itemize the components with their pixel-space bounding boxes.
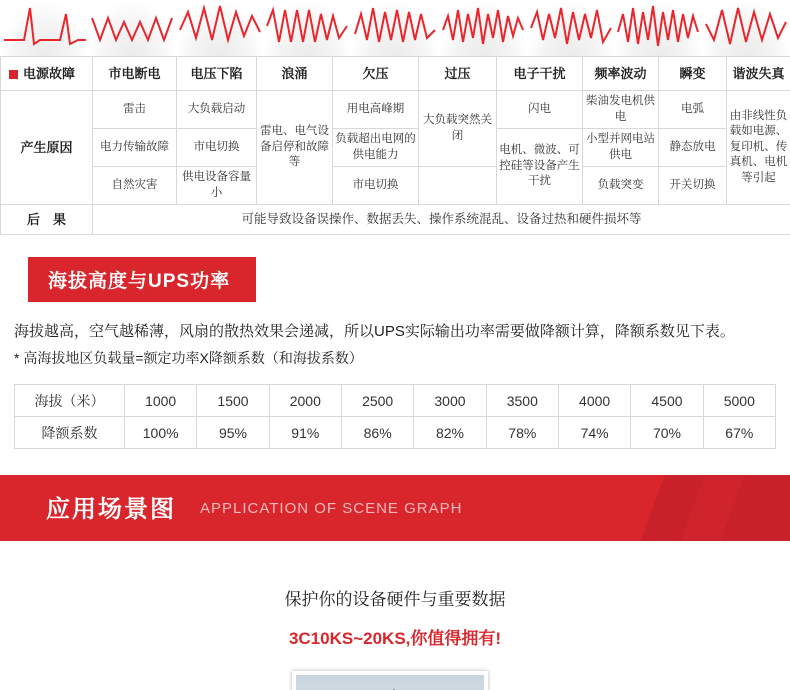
transient-waveform-icon: [614, 0, 702, 56]
cause-8-0: 由非线性负载如电源、复印机、传真机、电机等引起: [727, 91, 790, 205]
coefficient-7: 70%: [631, 417, 703, 449]
section-heading-altitude: 海拔高度与UPS功率: [28, 257, 256, 302]
altitude-1: 1500: [197, 385, 269, 417]
altitude-paragraph: 海拔越高，空气越稀薄，风扇的散热效果会递减，所以UPS实际输出功率需要做降额计算，降额系数见下表。: [14, 323, 735, 341]
scene-graph-banner: [0, 475, 790, 541]
header-col-3: 欠压: [333, 57, 419, 91]
header-label: 电源故障: [23, 65, 76, 81]
header-col-5: 电子干扰: [497, 57, 583, 91]
altitude-0: 1000: [125, 385, 197, 417]
coefficient-row-label: 降额系数: [15, 417, 125, 449]
coefficient-0: 100%: [125, 417, 197, 449]
coefficient-3: 86%: [341, 417, 413, 449]
cause-3-0: 用电高峰期: [333, 91, 419, 129]
copy-line-1: 保护你的设备硬件与重要数据: [284, 590, 506, 610]
power-fault-table: [0, 56, 790, 235]
photo-gallery: [0, 671, 790, 690]
surge-waveform-icon: [176, 0, 264, 56]
photo-power-transmission: [292, 671, 488, 690]
cause-1-0: 大负载启动: [177, 91, 257, 129]
copy-line-2: 3C10KS~20KS,你值得拥有!: [288, 629, 502, 649]
center-copy: [0, 585, 790, 649]
cause-2-0: 雷电、电气设备启停和故障等: [257, 91, 333, 205]
table-row-coefficient: [15, 417, 776, 449]
cause-4-0: 大负载突然关闭: [419, 91, 497, 167]
table-row-altitude: [15, 385, 776, 417]
banner-subtitle: APPLICATION OF SCENE GRAPH: [200, 500, 463, 518]
cause-7-2: 开关切换: [659, 167, 727, 205]
table-row-consequence: [1, 205, 790, 235]
red-square-icon: [9, 70, 18, 79]
cause-7-0: 电弧: [659, 91, 727, 129]
header-col-7: 瞬变: [659, 57, 727, 91]
altitude-4: 3000: [414, 385, 486, 417]
cause-6-1: 小型并网电站供电: [583, 129, 659, 167]
cause-3-1: 负载超出电网的供电能力: [333, 129, 419, 167]
table-row: [1, 129, 790, 167]
overvoltage-waveform-icon: [351, 0, 439, 56]
altitude-8: 5000: [703, 385, 775, 417]
cause-6-0: 柴油发电机供电: [583, 91, 659, 129]
cause-4-1: [419, 167, 497, 205]
undervoltage-waveform-icon: [263, 0, 351, 56]
cause-5-0: 闪电: [497, 91, 583, 129]
header-col-1: 电压下陷: [177, 57, 257, 91]
spike-waveform-icon: [0, 0, 88, 56]
coefficient-2: 91%: [269, 417, 341, 449]
cause-5-1: 电机、微波、可控硅等设备产生干扰: [497, 129, 583, 205]
altitude-3: 2500: [341, 385, 413, 417]
altitude-note: * 高海拔地区负载量=额定功率X降额系数（和海拔系数）: [14, 350, 363, 367]
header-col-6: 频率波动: [583, 57, 659, 91]
header-col-0: 市电断电: [93, 57, 177, 91]
coefficient-6: 74%: [558, 417, 630, 449]
cause-label: 产生原因: [1, 91, 93, 205]
cause-6-2: 负载突变: [583, 167, 659, 205]
waveform-strip: [0, 0, 790, 56]
cause-3-2: 市电切换: [333, 167, 419, 205]
coefficient-4: 82%: [414, 417, 486, 449]
banner-title: 应用场景图: [46, 496, 176, 524]
header-col-8: 谐波失真: [727, 57, 790, 91]
table-header-row: [1, 57, 790, 91]
header-col-2: 浪涌: [257, 57, 333, 91]
coefficient-5: 78%: [486, 417, 558, 449]
table-row: [1, 167, 790, 205]
header-col-4: 过压: [419, 57, 497, 91]
altitude-derating-table: [14, 384, 776, 449]
sag-waveform-icon: [88, 0, 176, 56]
altitude-row-label: 海拔（米）: [15, 385, 125, 417]
coefficient-8: 67%: [703, 417, 775, 449]
cause-1-2: 供电设备容量小: [177, 167, 257, 205]
cause-1-1: 市电切换: [177, 129, 257, 167]
consequence-text: 可能导致设备误操作、数据丢失、操作系统混乱、设备过热和硬件损坏等: [93, 205, 790, 235]
altitude-2: 2000: [269, 385, 341, 417]
cause-0-2: 自然灾害: [93, 167, 177, 205]
altitude-5: 3500: [486, 385, 558, 417]
altitude-6: 4000: [558, 385, 630, 417]
harmonic-waveform-icon: [702, 0, 790, 56]
noise-waveform-icon: [439, 0, 527, 56]
coefficient-1: 95%: [197, 417, 269, 449]
cause-0-1: 电力传输故障: [93, 129, 177, 167]
table-row: [1, 91, 790, 129]
cause-0-0: 雷击: [93, 91, 177, 129]
consequence-label: 后 果: [1, 205, 93, 235]
altitude-7: 4500: [631, 385, 703, 417]
frequency-waveform-icon: [527, 0, 615, 56]
header-power-fault: [1, 57, 93, 91]
cause-7-1: 静态放电: [659, 129, 727, 167]
